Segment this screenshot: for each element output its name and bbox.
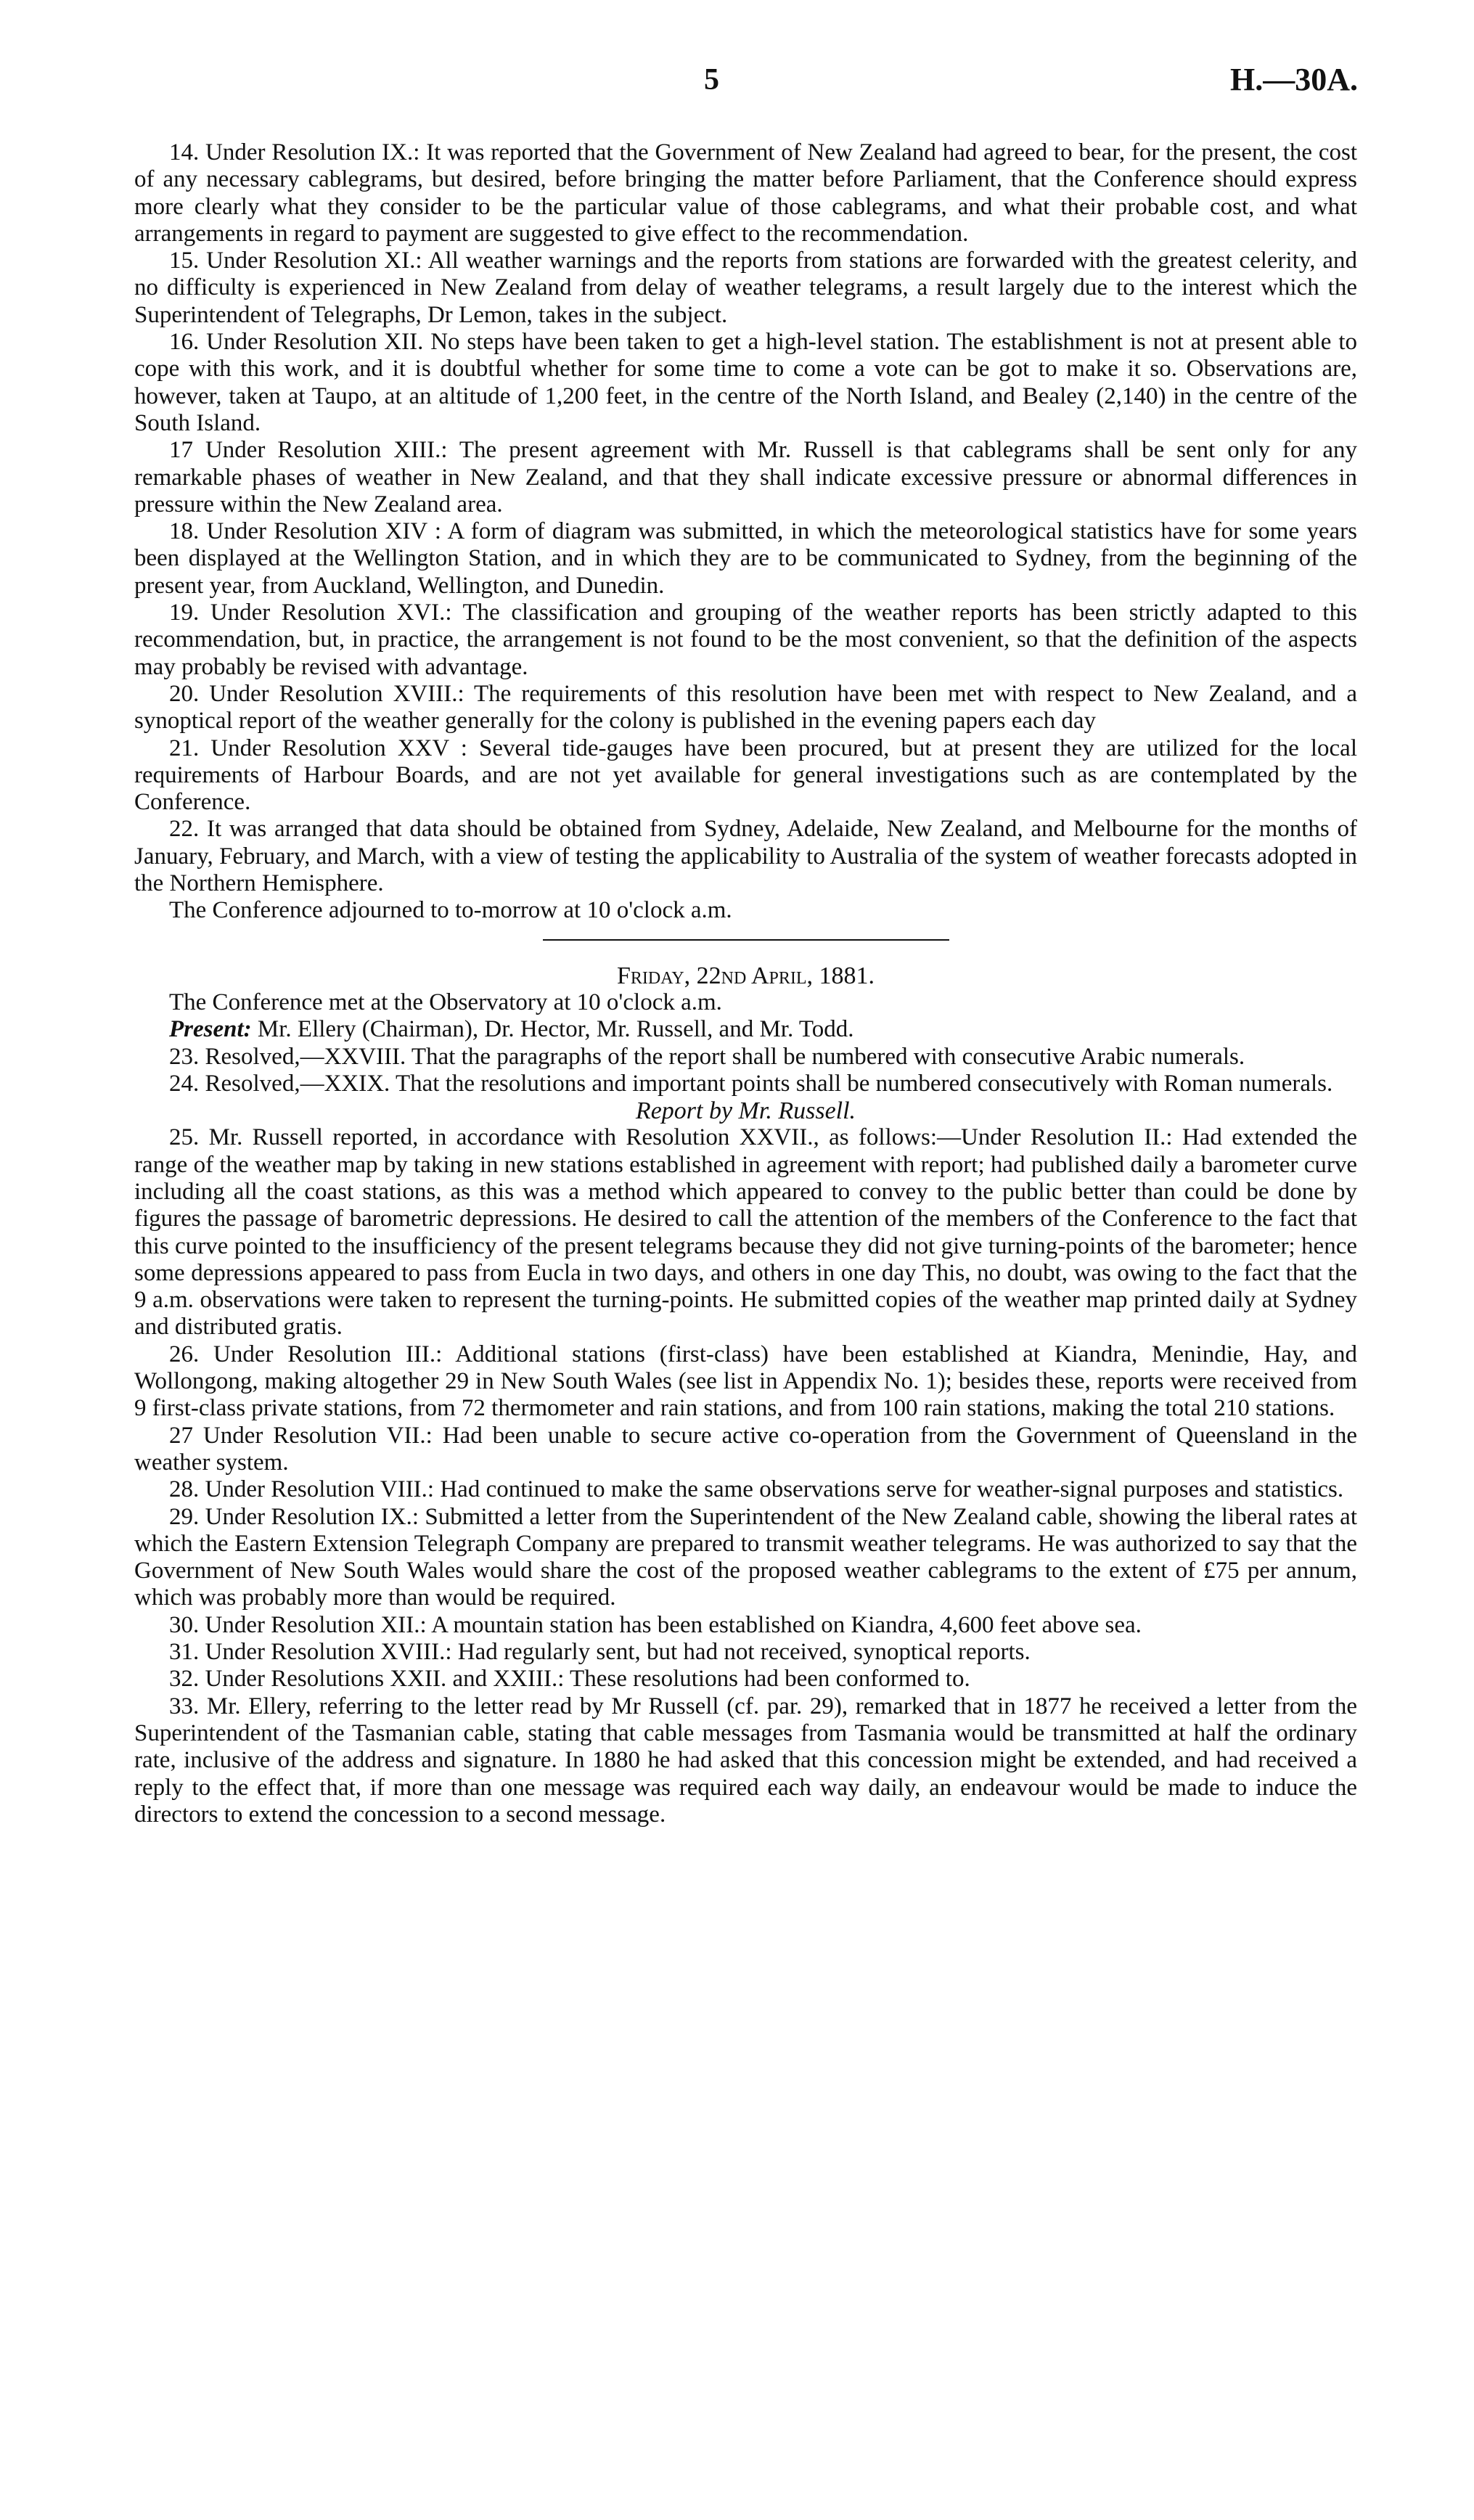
paragraph-29: 29. Under Resolution IX.: Submitted a letter from the Superintendent of the New Zealand cable, showing the liberal rates at which the Eastern Extension Telegraph Company are prepared to transmit weather telegrams. He was authorized to say that the Government of New South Wales would share the cost of the proposed weather cablegrams to the extent of £75 per annum, which was probably more than would be required. [134,1503,1357,1611]
adjournment-note: The Conference adjourned to to-morrow at 10 o'clock a.m. [169,897,732,924]
paragraph-25: 25. Mr. Russell reported, in accordance with Resolution XXVII., as follows:—Under Resolution II.: Had extended the range of the weather map by taking in new stations established in agreement with report; had published daily a barometer curve including all the coast stations, as this was a method which appeared to convey to the public better than could be done by figures the passage of barometric depressions. He desired to call the attention of the members of the Conference to the fact that this curve pointed to the insufficiency of the present telegrams because they did not give turning-points of the barometer; hence some depressions appeared to pass from Eucla in two days, and others in one day This, no doubt, was owing to the fact that the 9 a.m. observations were taken to represent the turning-points. He submitted copies of the weather map printed daily at Sydney and distributed gratis. [134,1124,1357,1341]
present-label: Present: [169,1016,252,1043]
page-number: 5 [704,63,719,97]
report-subheading: Report by Mr. Russell. [635,1097,856,1125]
paragraph-32: 32. Under Resolutions XXII. and XXIII.: These resolutions had been conformed to. [169,1666,970,1693]
paragraph-27: 27 Under Resolution VII.: Had been unable to secure active co-operation from the Government of Queensland in the weather system. [134,1422,1357,1476]
document-reference: H.—30A. [1230,62,1358,97]
paragraph-28: 28. Under Resolution VIII.: Had continued to make the same observations serve for weather-signal purposes and statistics. [169,1476,1344,1503]
session-dateline: Friday, 22nd April, 1881. [616,962,875,989]
paragraph-21: 21. Under Resolution XXV : Several tide-gauges have been procured, but at present they are utilized for the local requirements of Harbour Boards, and are not yet available for general investigations such as are contemplated by the Conference. [134,735,1357,816]
paragraph-20: 20. Under Resolution XVIII.: The requirements of this resolution have been met with respect to New Zealand, and a synoptical report of the weather generally for the colony is published in the evening papers each day [134,680,1357,735]
paragraph-24: 24. Resolved,—XXIX. That the resolutions and important points shall be numbered consecutively with Roman numerals. [169,1070,1333,1097]
paragraph-33: 33. Mr. Ellery, referring to the letter read by Mr Russell (cf. par. 29), remarked that in 1877 he received a letter from the Superintendent of the Tasmanian cable, stating that cable messages from Tasmania would be transmitted at half the ordinary rate, inclusive of the address and signature. In 1880 he had asked that this concession might be extended, and had received a reply to the effect that, if more than one message was required each way daily, an endeavour would be made to induce the directors to extend the concession to a second message. [134,1693,1357,1828]
paragraph-22: 22. It was arranged that data should be obtained from Sydney, Adelaide, New Zealand, and Melbourne for the months of January, February, and March, with a view of testing the applicability to Australia of the system of weather forecasts adopted in the Northern Hemisphere. [134,816,1357,897]
paragraph-30: 30. Under Resolution XII.: A mountain station has been established on Kiandra, 4,600 feet above sea. [169,1611,1142,1638]
meeting-note: The Conference met at the Observatory at 10 o'clock a.m. [169,989,722,1015]
paragraph-14: 14. Under Resolution IX.: It was reported that the Government of New Zealand had agreed to bear, for the present, the cost of any necessary cablegrams, but desired, before bringing the matter before Parliament, that the Conference should express more clearly what they consider to be the particular value of those cablegrams, and what their probable cost, and what arrangements in regard to payment are suggested to give effect to the recommendation. [134,139,1357,247]
document-body [134,139,1357,1828]
paragraph-16: 16. Under Resolution XII. No steps have been taken to get a high-level station. The establishment is not at present able to cope with this work, and it is doubtful whether for some time to come a vote can be got to make it so. Observations are, however, taken at Taupo, at an altitude of 1,200 feet, in the centre of the North Island, and Bealey (2,140) in the centre of the South Island. [134,329,1357,436]
paragraph-15: 15. Under Resolution XI.: All weather warnings and the reports from stations are forwarded with the greatest celerity, and no difficulty is experienced in New Zealand from delay of weather telegrams, a result largely due to the interest which the Superintendent of Telegraphs, Dr Lemon, takes in the subject. [134,248,1357,328]
paragraph-26: 26. Under Resolution III.: Additional stations (first-class) have been established at Kiandra, Menindie, Hay, and Wollongong, making altogether 29 in New South Wales (see list in Appendix No. 1); besides these, reports were received from 9 first-class private stations, from 72 thermometer and rain stations, and from 100 rain stations, making the total 210 stations. [134,1341,1357,1422]
present-names: Mr. Ellery (Chairman), Dr. Hector, Mr. Russell, and Mr. Todd. [251,1016,854,1043]
paragraph-31: 31. Under Resolution XVIII.: Had regularly sent, but had not received, synoptical reports. [169,1639,1031,1666]
paragraph-19: 19. Under Resolution XVI.: The classification and grouping of the weather reports has been strictly adapted to this recommendation, but, in practice, the arrangement is not found to be the most convenient, so that the definition of the aspects may probably be revised with advantage. [134,600,1357,680]
paragraph-23: 23. Resolved,—XXVIII. That the paragraphs of the report shall be numbered with consecutive Arabic numerals. [169,1043,1245,1070]
paragraph-18: 18. Under Resolution XIV : A form of diagram was submitted, in which the meteorological statistics have for some years been displayed at the Wellington Station, and in which they are to be communicated to Sydney, from the beginning of the present year, from Auckland, Wellington, and Dunedin. [134,518,1357,599]
section-divider [543,939,949,941]
present-line [134,1016,1357,1043]
paragraph-17: 17 Under Resolution XIII.: The present agreement with Mr. Russell is that cablegrams shall be sent only for any remarkable phases of weather in New Zealand, and that they shall indicate excessive pressure or abnormal differences in pressure within the New Zealand area. [134,437,1357,518]
